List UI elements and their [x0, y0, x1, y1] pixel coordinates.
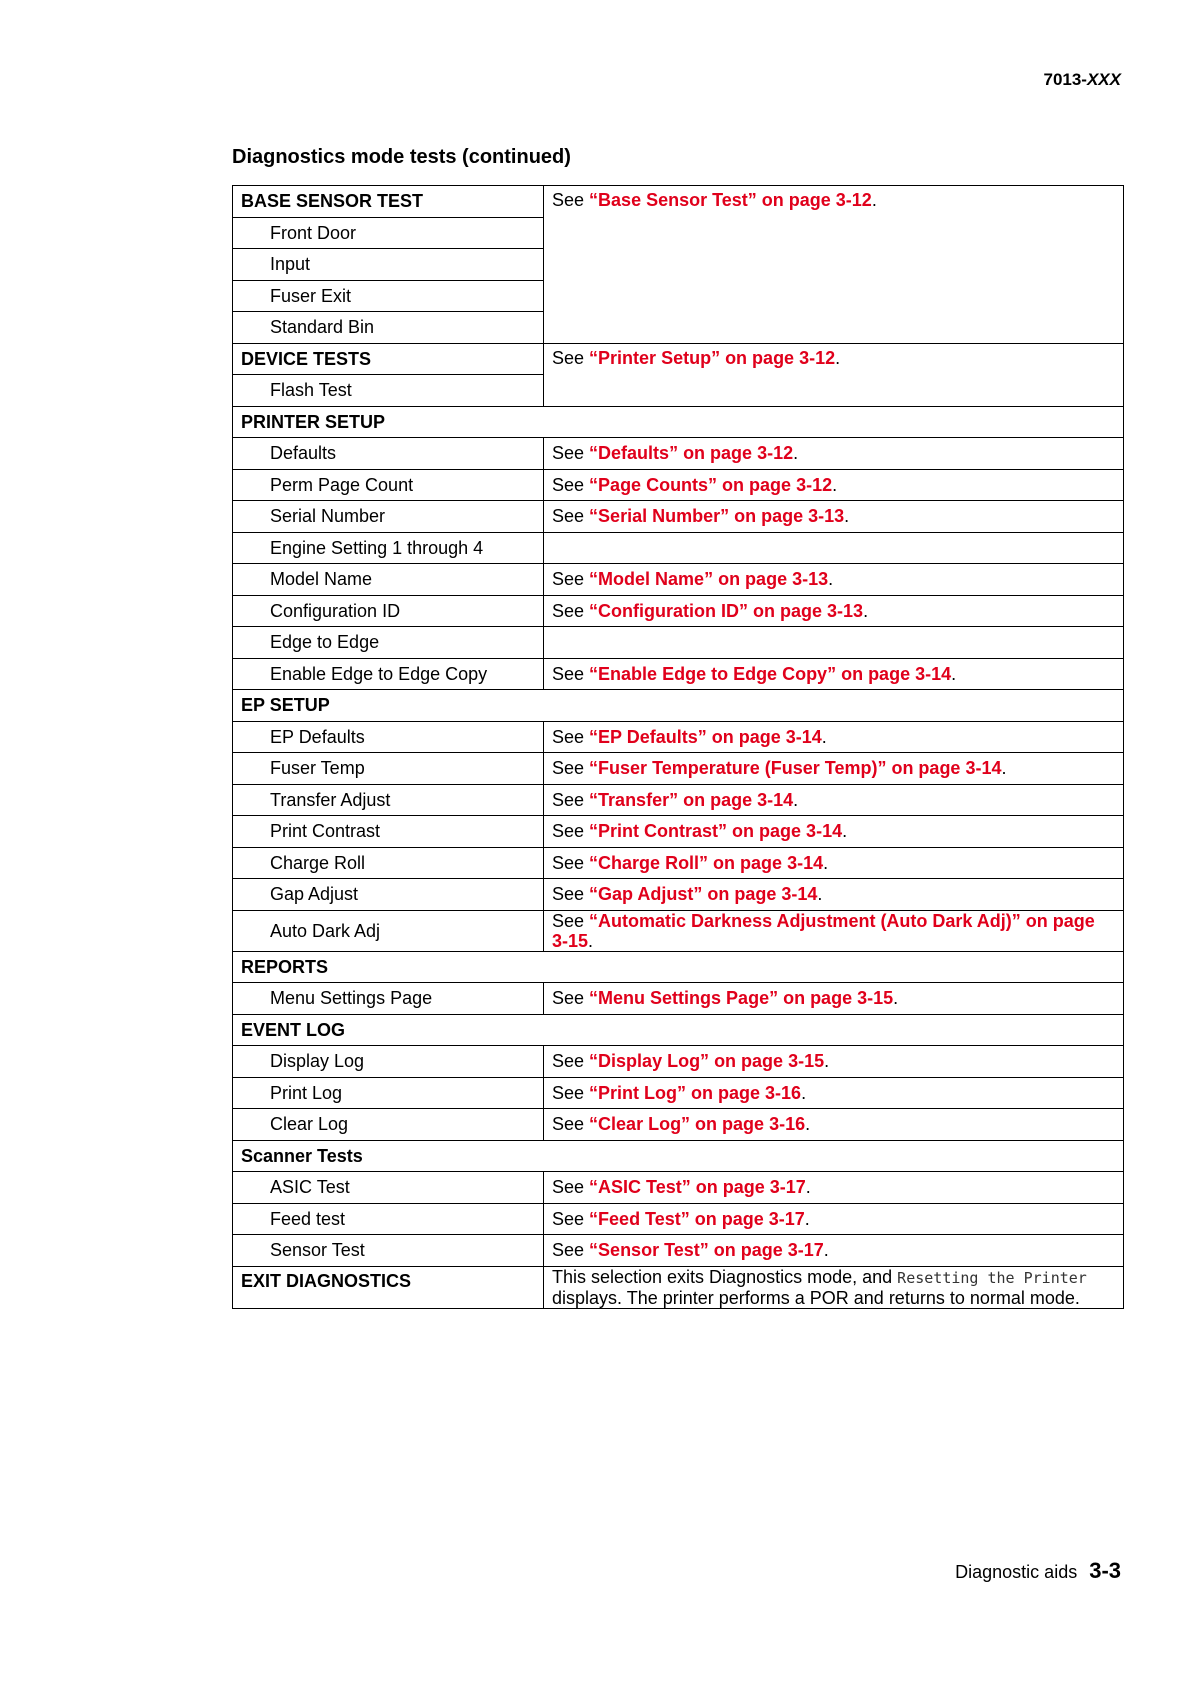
reference-cell: See “Model Name” on page 3-13. [544, 564, 1124, 596]
group-heading: PRINTER SETUP [233, 406, 1124, 438]
test-item: Defaults [233, 438, 544, 470]
reference-cell: See “Feed Test” on page 3-17. [544, 1203, 1124, 1235]
test-item: Enable Edge to Edge Copy [233, 658, 544, 690]
page-reference[interactable]: “Clear Log” on page 3-16 [589, 1114, 806, 1135]
group-heading: DEVICE TESTS [233, 343, 544, 375]
page-reference[interactable]: “EP Defaults” on page 3-14 [589, 726, 822, 747]
test-item: ASIC Test [233, 1172, 544, 1204]
panel-message: Resetting the Printer [897, 1268, 1087, 1287]
test-item: Print Log [233, 1077, 544, 1109]
page-reference[interactable]: “Sensor Test” on page 3-17 [589, 1240, 824, 1261]
test-item: Auto Dark Adj [233, 910, 544, 951]
table-row [233, 1172, 1124, 1204]
group-heading: BASE SENSOR TEST [233, 186, 544, 218]
table-row [233, 753, 1124, 785]
table-row [233, 186, 1124, 218]
exit-description: This selection exits Diagnostics mode, and Resetting the Printer displays. The printer performs a POR and returns to normal mode. [544, 1266, 1124, 1308]
table-row [233, 343, 1124, 375]
table-row [233, 438, 1124, 470]
table-row [233, 1203, 1124, 1235]
page-reference[interactable]: “Charge Roll” on page 3-14 [589, 852, 824, 873]
reference-cell: See “Base Sensor Test” on page 3-12. [544, 186, 1124, 344]
table-row [233, 721, 1124, 753]
table-row [233, 501, 1124, 533]
footer-label: Diagnostic aids [955, 1562, 1078, 1582]
test-item: Flash Test [233, 375, 544, 407]
test-item: Display Log [233, 1046, 544, 1078]
document-model-number: 7013-XXX [1043, 70, 1121, 89]
table-row [233, 1140, 1124, 1172]
reference-cell: See “Clear Log” on page 3-16. [544, 1109, 1124, 1141]
page-footer [955, 1558, 1121, 1584]
group-heading: EVENT LOG [233, 1014, 1124, 1046]
group-heading: Scanner Tests [233, 1140, 1124, 1172]
table-row [233, 564, 1124, 596]
page-reference[interactable]: “Print Log” on page 3-16 [589, 1082, 802, 1103]
test-item: Serial Number [233, 501, 544, 533]
test-item: Charge Roll [233, 847, 544, 879]
reference-cell: See “Page Counts” on page 3-12. [544, 469, 1124, 501]
table-row [233, 690, 1124, 722]
reference-cell: See “Enable Edge to Edge Copy” on page 3-14. [544, 658, 1124, 690]
test-item: Engine Setting 1 through 4 [233, 532, 544, 564]
reference-cell: See “Transfer” on page 3-14. [544, 784, 1124, 816]
test-item: Sensor Test [233, 1235, 544, 1267]
test-item: Menu Settings Page [233, 983, 544, 1015]
page-reference[interactable]: “Serial Number” on page 3-13 [589, 506, 845, 527]
table-row [233, 951, 1124, 983]
table-row [233, 1235, 1124, 1267]
page-reference[interactable]: “Feed Test” on page 3-17 [589, 1208, 805, 1229]
table-row [233, 627, 1124, 659]
test-item: Standard Bin [233, 312, 544, 344]
table-row [233, 406, 1124, 438]
reference-cell: See “Fuser Temperature (Fuser Temp)” on page 3-14. [544, 753, 1124, 785]
reference-cell: See “Display Log” on page 3-15. [544, 1046, 1124, 1078]
test-item: Fuser Exit [233, 280, 544, 312]
empty-cell [544, 627, 1124, 659]
page-reference[interactable]: “Print Contrast” on page 3-14 [589, 821, 843, 842]
table-row [233, 1046, 1124, 1078]
page-reference[interactable]: “Model Name” on page 3-13 [589, 569, 829, 590]
reference-cell: See “Menu Settings Page” on page 3-15. [544, 983, 1124, 1015]
test-item: Configuration ID [233, 595, 544, 627]
test-item: Transfer Adjust [233, 784, 544, 816]
test-item: Fuser Temp [233, 753, 544, 785]
empty-cell [544, 532, 1124, 564]
page-reference[interactable]: “Configuration ID” on page 3-13 [589, 600, 864, 621]
test-item: EP Defaults [233, 721, 544, 753]
reference-cell: See “Charge Roll” on page 3-14. [544, 847, 1124, 879]
reference-cell: See “Print Log” on page 3-16. [544, 1077, 1124, 1109]
page-reference[interactable]: “Menu Settings Page” on page 3-15 [589, 988, 894, 1009]
table-row [233, 1014, 1124, 1046]
reference-cell: See “Configuration ID” on page 3-13. [544, 595, 1124, 627]
table-row [233, 469, 1124, 501]
reference-cell: See “Print Contrast” on page 3-14. [544, 816, 1124, 848]
section-title: Diagnostics mode tests (continued) [232, 146, 571, 168]
diagnostics-table [232, 185, 1124, 1309]
table-row [233, 983, 1124, 1015]
page-number: 3-3 [1089, 1558, 1121, 1583]
page-reference[interactable]: “Gap Adjust” on page 3-14 [589, 884, 818, 905]
reference-cell: See “Sensor Test” on page 3-17. [544, 1235, 1124, 1267]
test-item: Edge to Edge [233, 627, 544, 659]
test-item: Print Contrast [233, 816, 544, 848]
test-item: Model Name [233, 564, 544, 596]
page-reference[interactable]: “Base Sensor Test” on page 3-12 [589, 190, 872, 210]
table-row [233, 847, 1124, 879]
table-row [233, 595, 1124, 627]
page-reference[interactable]: “Transfer” on page 3-14 [589, 789, 794, 810]
reference-cell: See “Printer Setup” on page 3-12. [544, 343, 1124, 406]
table-row [233, 1266, 1124, 1308]
test-item: Gap Adjust [233, 879, 544, 911]
reference-cell: See “ASIC Test” on page 3-17. [544, 1172, 1124, 1204]
page-reference[interactable]: “Fuser Temperature (Fuser Temp)” on page 3-14 [589, 758, 1002, 779]
reference-cell: See “Automatic Darkness Adjustment (Auto Dark Adj)” on page 3-15. [544, 910, 1124, 951]
page-reference[interactable]: “Page Counts” on page 3-12 [589, 474, 833, 495]
table-row [233, 816, 1124, 848]
table-row [233, 784, 1124, 816]
test-item: Perm Page Count [233, 469, 544, 501]
table-row [233, 1109, 1124, 1141]
group-heading: EXIT DIAGNOSTICS [233, 1266, 544, 1308]
page-reference[interactable]: “Enable Edge to Edge Copy” on page 3-14 [589, 663, 952, 684]
reference-cell: See “EP Defaults” on page 3-14. [544, 721, 1124, 753]
test-item: Clear Log [233, 1109, 544, 1141]
page-reference[interactable]: “Display Log” on page 3-15 [589, 1051, 825, 1072]
table-row [233, 1077, 1124, 1109]
table-row [233, 658, 1124, 690]
reference-cell: See “Gap Adjust” on page 3-14. [544, 879, 1124, 911]
table-row [233, 879, 1124, 911]
reference-cell: See “Serial Number” on page 3-13. [544, 501, 1124, 533]
test-item: Input [233, 249, 544, 281]
reference-cell: See “Defaults” on page 3-12. [544, 438, 1124, 470]
page-reference[interactable]: “Automatic Darkness Adjustment (Auto Dark Adj)” on page 3-15 [552, 910, 1095, 951]
test-item: Front Door [233, 217, 544, 249]
group-heading: REPORTS [233, 951, 1124, 983]
table-row [233, 532, 1124, 564]
test-item: Feed test [233, 1203, 544, 1235]
page-reference[interactable]: “Defaults” on page 3-12 [589, 443, 794, 464]
page-reference[interactable]: “ASIC Test” on page 3-17 [589, 1177, 806, 1198]
group-heading: EP SETUP [233, 690, 1124, 722]
table-row [233, 910, 1124, 951]
page-reference[interactable]: “Printer Setup” on page 3-12 [589, 347, 836, 368]
